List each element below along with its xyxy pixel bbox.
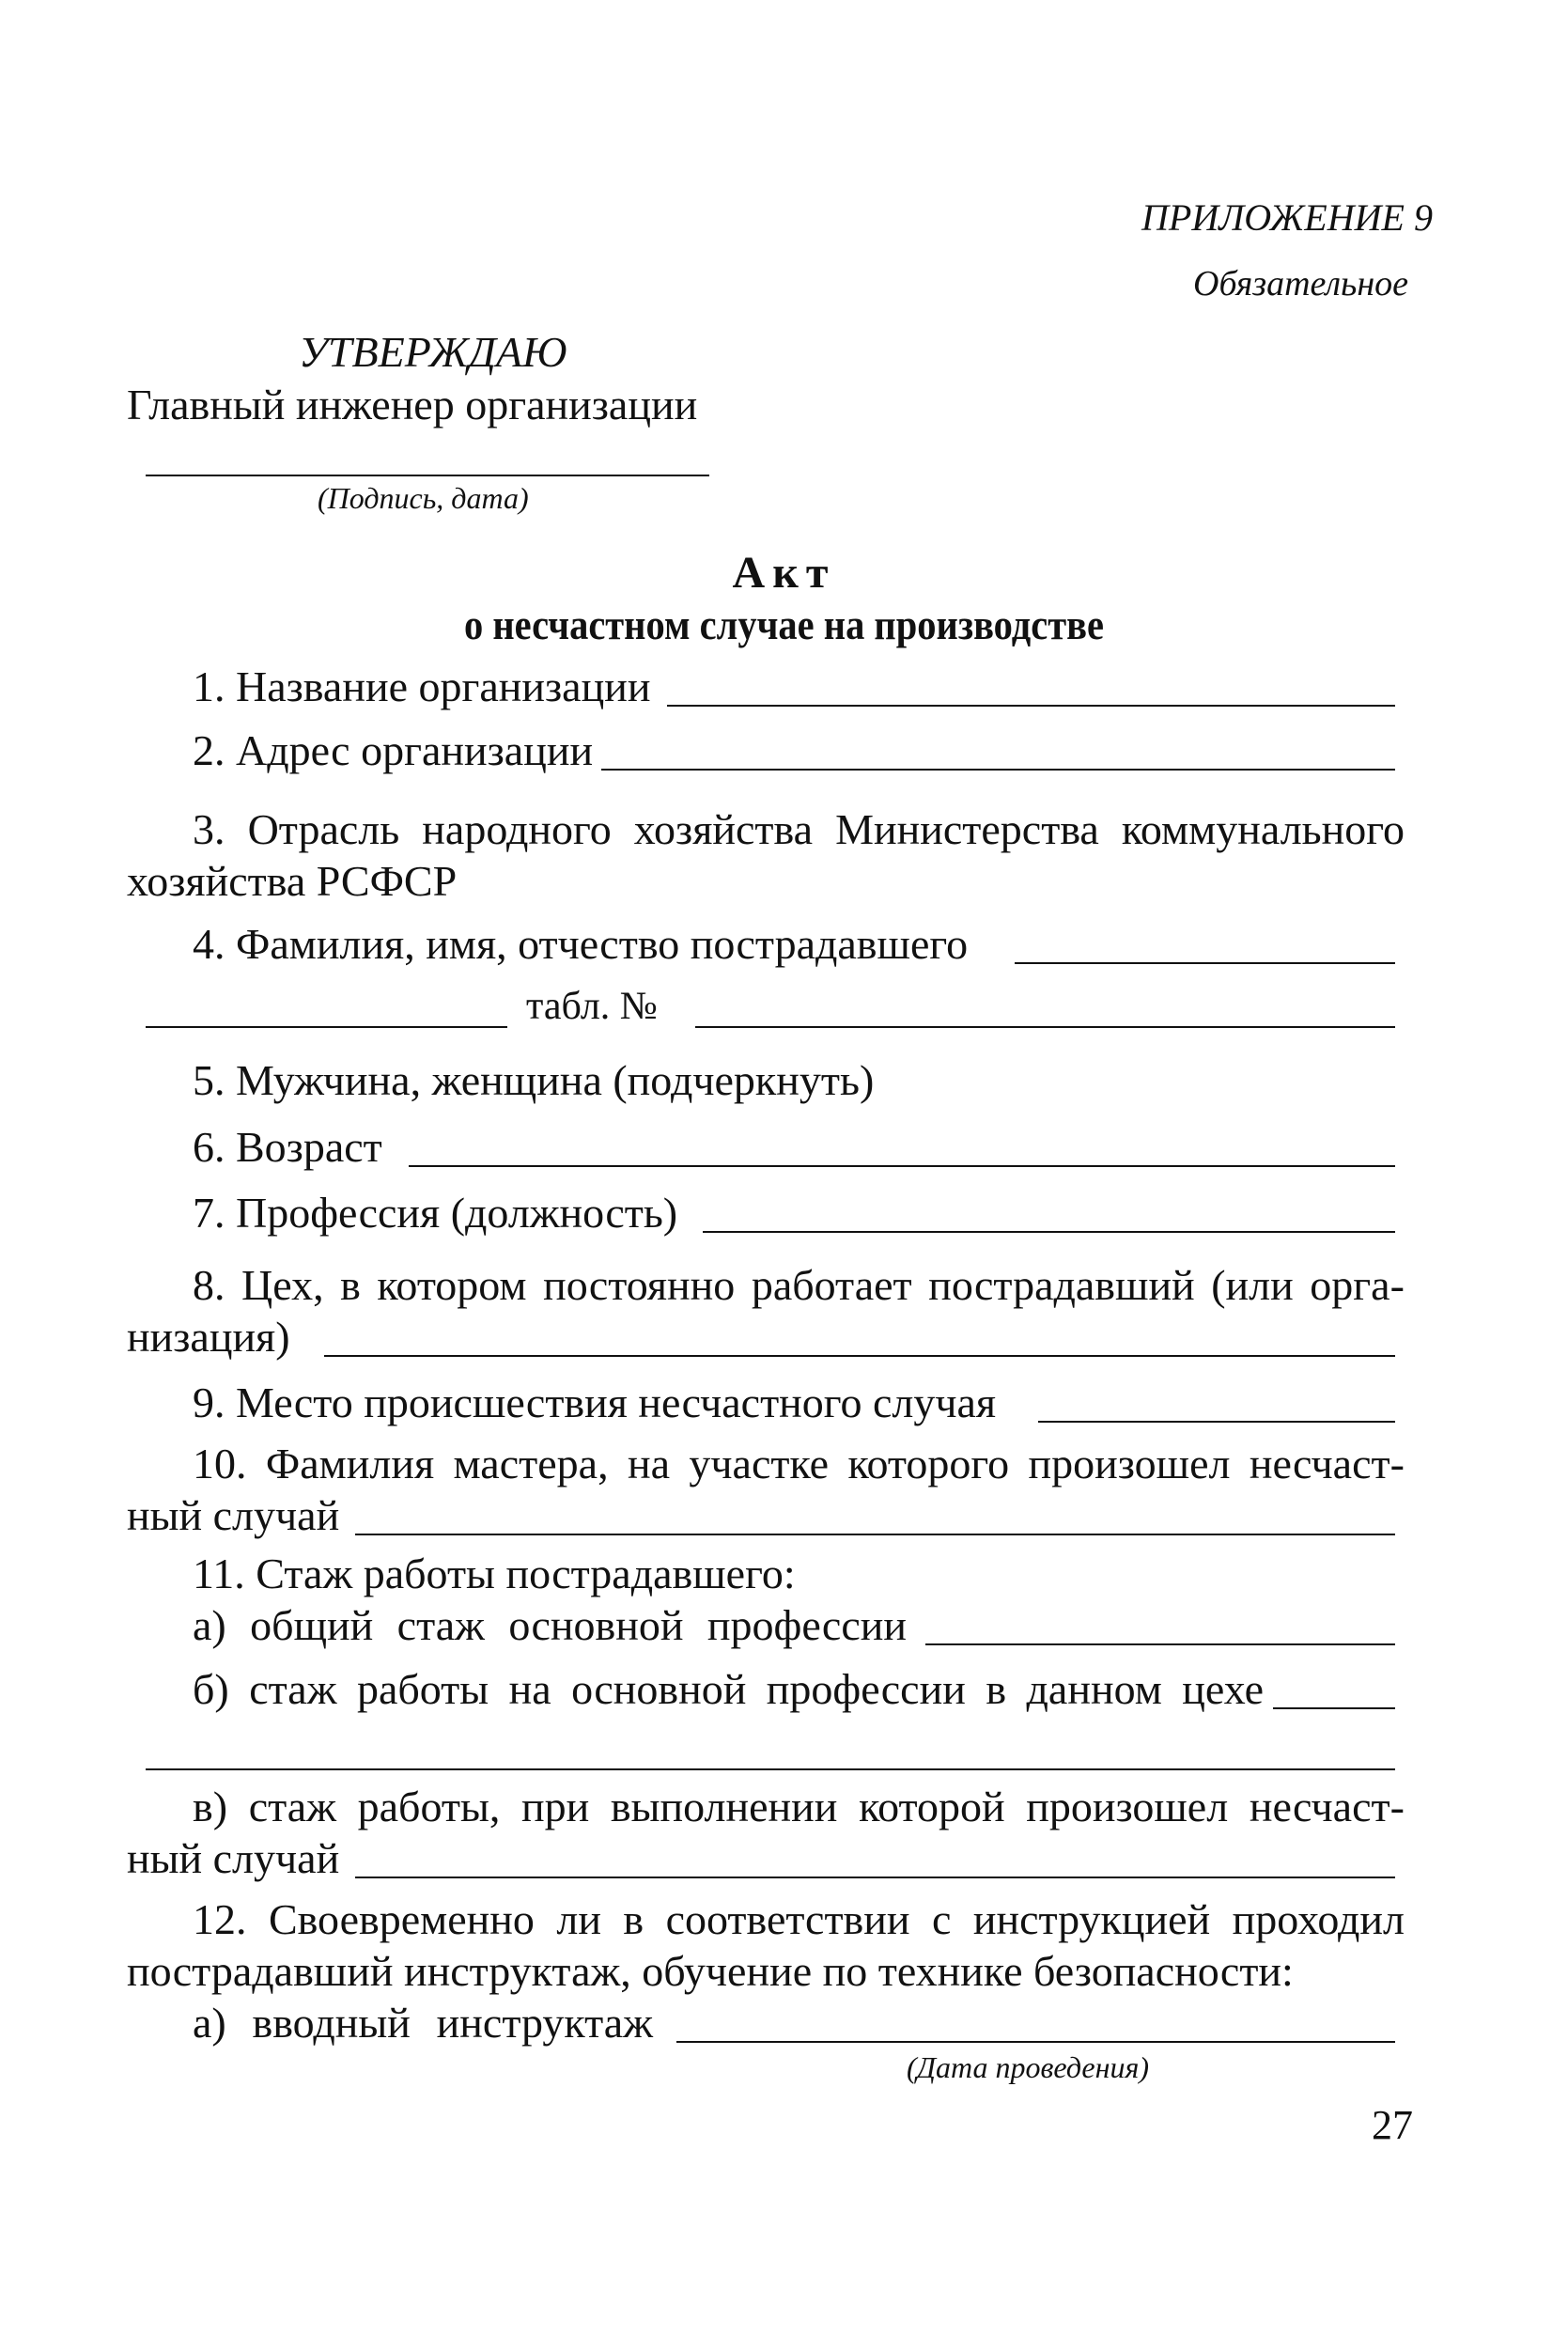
appendix-status: Обязательное — [1193, 264, 1409, 304]
word: работает — [751, 1261, 912, 1309]
item-3-line-2: хозяйства РСФСР — [127, 857, 458, 905]
item-12-line-1 — [193, 1895, 1405, 1943]
word: работы — [356, 1665, 489, 1713]
word: произошел — [1028, 1440, 1231, 1487]
item-1-field[interactable] — [667, 705, 1395, 707]
word: на — [627, 1440, 671, 1487]
item-10-line-1 — [193, 1442, 1405, 1486]
item-6-field[interactable] — [409, 1165, 1395, 1167]
item-9-field[interactable] — [1038, 1421, 1395, 1423]
word: в — [986, 1665, 1007, 1713]
word: профессии — [766, 1665, 966, 1713]
word: стаж — [249, 1665, 337, 1713]
word: которого — [847, 1440, 1010, 1487]
word: постоянно — [543, 1261, 736, 1309]
word: инструктаж — [436, 1999, 653, 2047]
item-4-field-continued[interactable] — [146, 1026, 507, 1028]
item-11c-line-1 — [193, 1785, 1405, 1829]
appendix-label: ПРИЛОЖЕНИЕ 9 — [1141, 196, 1433, 239]
signature-caption: (Подпись, дата) — [318, 481, 529, 515]
word: Цех, — [241, 1261, 324, 1309]
word: 12. — [193, 1895, 247, 1943]
item-7-label: 7. Профессия (должность) — [193, 1189, 678, 1237]
word: несчаст- — [1249, 1783, 1405, 1830]
word: а) — [193, 1999, 226, 2047]
word: которой — [859, 1783, 1005, 1830]
item-8-field[interactable] — [324, 1355, 1395, 1357]
word: (или — [1211, 1261, 1294, 1309]
word: б) — [193, 1665, 229, 1713]
word: данном — [1026, 1665, 1162, 1713]
word: основной — [508, 1601, 684, 1649]
word: а) — [193, 1601, 226, 1649]
word: орга- — [1310, 1261, 1405, 1309]
item-5-label: 5. Мужчина, женщина (подчеркнуть) — [193, 1056, 875, 1104]
item-10-field[interactable] — [355, 1534, 1395, 1535]
word: хозяйства — [633, 805, 814, 853]
word: Отрасль — [247, 805, 400, 853]
item-11a-field[interactable] — [925, 1643, 1395, 1645]
word: коммунального — [1121, 805, 1405, 853]
item-3-line-1 — [193, 805, 1405, 853]
approval-title: УТВЕРЖДАЮ — [299, 328, 567, 376]
item-12a-label — [193, 2001, 653, 2045]
item-2-label: 2. Адрес организации — [193, 726, 594, 774]
word: пострадавший — [928, 1261, 1195, 1309]
item-11b-field[interactable] — [1273, 1707, 1395, 1709]
word: работы, — [357, 1783, 501, 1830]
item-4-label: 4. Фамилия, имя, отчество пострадавшего — [193, 920, 969, 968]
item-11b-label — [193, 1665, 1264, 1713]
item-12a-caption: (Дата проведения) — [907, 2050, 1149, 2084]
word: Фамилия — [265, 1440, 435, 1487]
word: 8. — [193, 1261, 225, 1309]
word: в — [340, 1261, 361, 1309]
word: в — [623, 1895, 644, 1943]
word: соответствии — [665, 1895, 910, 1943]
item-4-tab-label: табл. № — [526, 985, 658, 1028]
word: на — [508, 1665, 551, 1713]
item-11a-label — [193, 1601, 907, 1649]
word: выполнении — [610, 1783, 838, 1830]
word: Министерства — [835, 805, 1099, 853]
word: профессии — [706, 1601, 907, 1649]
item-11c-line-2: ный случай — [127, 1834, 340, 1882]
word: при — [521, 1783, 590, 1830]
word: ли — [556, 1895, 601, 1943]
word: народного — [422, 805, 612, 853]
item-11-label: 11. Стаж работы пострадавшего: — [193, 1550, 796, 1597]
word: цехе — [1182, 1665, 1264, 1713]
item-7-field[interactable] — [703, 1231, 1395, 1233]
doc-title: Акт — [732, 548, 836, 598]
word: общий — [250, 1601, 374, 1649]
word: основной — [571, 1665, 747, 1713]
item-8-line-2: низация) — [127, 1313, 290, 1361]
item-10-line-2: ный случай — [127, 1491, 340, 1539]
word: с — [931, 1895, 952, 1943]
item-11c-field[interactable] — [355, 1877, 1395, 1878]
item-4-tab-field[interactable] — [695, 1026, 1395, 1028]
item-8-line-1 — [193, 1261, 1405, 1309]
word: в) — [193, 1783, 228, 1830]
word: мастера, — [453, 1440, 609, 1487]
word: вводный — [252, 1999, 411, 2047]
word: несчаст- — [1249, 1440, 1405, 1487]
approval-role: Главный инженер организации — [127, 381, 698, 428]
word: проходил — [1232, 1895, 1405, 1943]
item-4-field[interactable] — [1015, 962, 1395, 964]
item-1-label: 1. Название организации — [193, 662, 651, 710]
page-number: 27 — [1372, 2102, 1413, 2148]
word: Своевременно — [268, 1895, 535, 1943]
item-2-field[interactable] — [601, 769, 1395, 771]
doc-subtitle: о несчастном случае на производстве — [463, 600, 1104, 648]
word: участке — [689, 1440, 830, 1487]
item-9-label: 9. Место происшествия несчастного случая — [193, 1378, 997, 1426]
item-12a-field[interactable] — [676, 2041, 1395, 2043]
signature-line — [146, 475, 709, 476]
word: стаж — [396, 1601, 485, 1649]
word: котором — [377, 1261, 527, 1309]
word: стаж — [248, 1783, 336, 1830]
word: произошел — [1026, 1783, 1229, 1830]
item-11b-field-continued[interactable] — [146, 1768, 1395, 1770]
word: инструкцией — [972, 1895, 1211, 1943]
item-6-label: 6. Возраст — [193, 1123, 382, 1171]
item-12-line-2: пострадавший инструктаж, обучение по технике безопасности: — [127, 1947, 1294, 1995]
word: 10. — [193, 1440, 247, 1487]
word: 3. — [193, 805, 225, 853]
